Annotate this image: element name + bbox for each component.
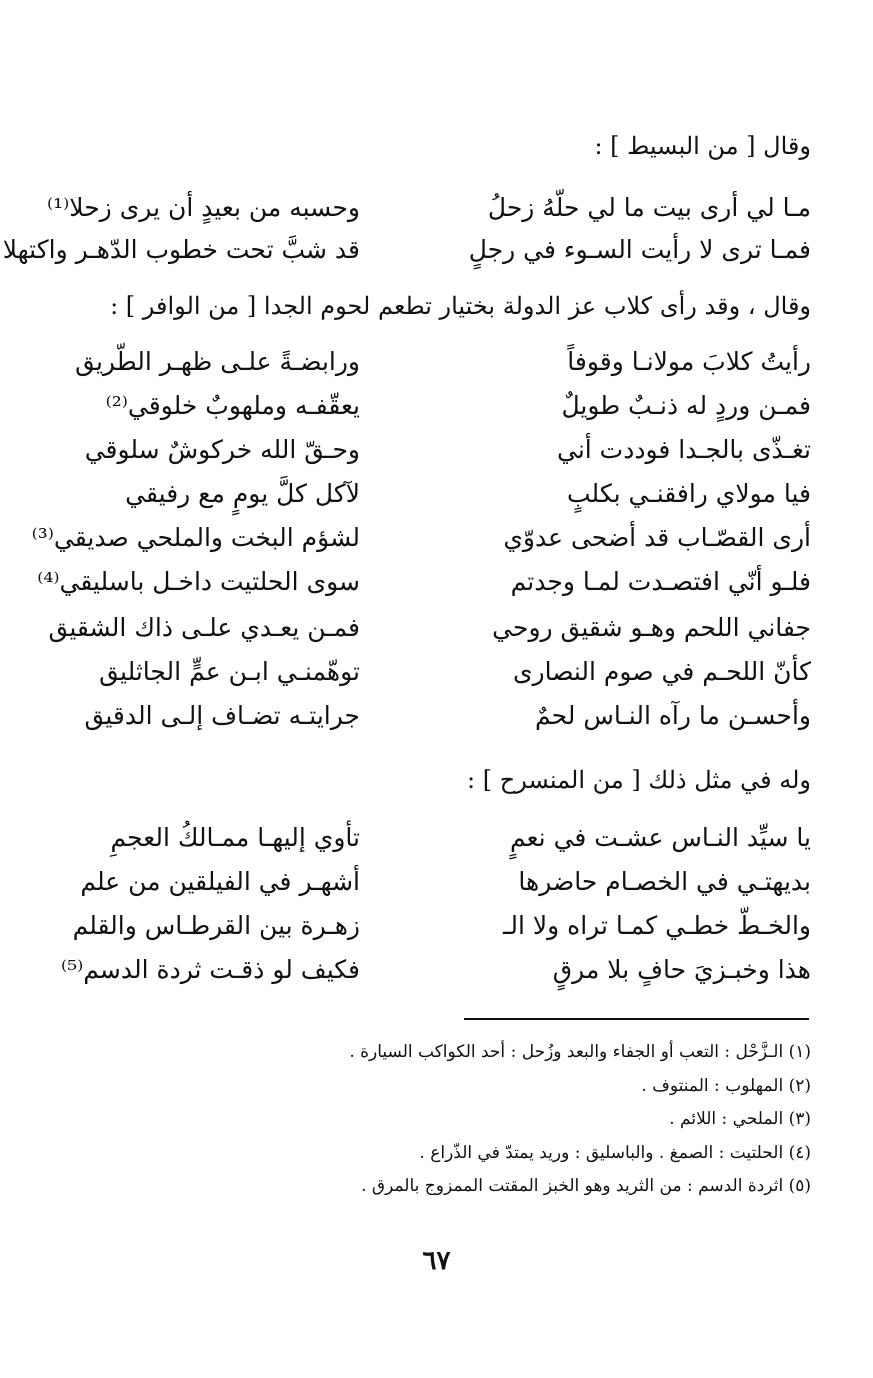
footnote-1: (١) الـزَّحْل : التعب أو الجفاء والبعد وزُحل : أحد الكواكب السيارة . (349, 1042, 811, 1062)
poem3-verse-1 (60, 816, 811, 860)
poem2-verse-3 (60, 428, 811, 472)
verse-first-hemistich: تغـذّى بالجـدا فوددت أني (556, 435, 811, 464)
footnote-3: (٣) الملحي : اللائم . (669, 1109, 811, 1129)
section-heading-3: وله في مثل ذلك [ من المنسرح ] : (467, 766, 811, 794)
poem2-verse-7 (48, 606, 811, 650)
verse-second-hemistich: أشهـر في الفيلقين من علم (80, 867, 360, 896)
verse-first-hemistich: جفاني اللحم وهـو شقيق روحي (492, 613, 811, 642)
verse-second-hemistich: قد شبَّ تحت خطوب الدّهـر واكتهلا (2, 235, 360, 264)
poem2-verse-4 (60, 472, 811, 516)
footnotes (60, 1036, 811, 1204)
verse-second-hemistich: لشؤم البخت والملحي صديقي⁽³⁾ (31, 523, 360, 552)
verse-second-hemistich: ورابضـةً علـى ظهـر الطّريق (75, 347, 360, 376)
poem1-verse-2 (2, 228, 811, 272)
poem2-verse-1 (60, 340, 811, 384)
verse-second-hemistich: جرايتـه تضـاف إلـى الدقيق (84, 701, 360, 730)
verse-first-hemistich: أرى القصّـاب قد أضحى عدوّي (503, 523, 811, 552)
verse-first-hemistich: كأنّ اللحـم في صوم النصارى (512, 657, 811, 686)
poem2-verse-2 (60, 384, 811, 428)
verse-second-hemistich: توهّمنـي ابـن عمٍّ الجاثليق (99, 657, 360, 686)
poem3-verse-4 (60, 948, 811, 992)
verse-first-hemistich: بديهتـي في الخصـام حاضرها (518, 867, 811, 896)
poem3-verse-2 (60, 860, 811, 904)
footnote-4: (٤) الحلتيت : الصمغ . والباسليق : وريد يمتدّ في الذّراع . (419, 1142, 811, 1163)
poem2-verse-6 (37, 560, 811, 604)
verse-first-hemistich: هذا وخبـزيَ حافٍ بلا مرقٍ (552, 955, 811, 984)
verse-first-hemistich: مـا لي أرى بيت ما لي حلّهُ زحلُ (487, 193, 811, 222)
verse-first-hemistich: فلـو أنّي افتصـدت لمـا وجدتم (510, 567, 811, 596)
verse-first-hemistich: يا سيِّد النـاس عشـت في نعمٍ (509, 823, 811, 852)
verse-second-hemistich: يعقّفـه وملهوبٌ خلوقي⁽²⁾ (105, 391, 360, 420)
verse-first-hemistich: رأيتُ كلابَ مولانـا وقوفاً (567, 347, 811, 376)
verse-second-hemistich: لآكل كلَّ يومٍ مع رفيقي (125, 479, 360, 508)
verse-first-hemistich: فمـا ترى لا رأيت السـوء في رجلٍ (468, 235, 811, 264)
verse-first-hemistich: فيا مولاي رافقنـي بكلبٍ (567, 479, 811, 508)
verse-first-hemistich: والخـطّ خطـي كمـا تراه ولا الـ (503, 911, 811, 940)
footnote-divider (464, 1018, 809, 1020)
poem3-verse-3 (60, 904, 811, 948)
section-heading-1: وقال [ من البسيط ] : (594, 132, 811, 160)
footnote-5: (٥) اثردة الدسم : من الثريد وهو الخبز المقتت الممزوج بالمرق . (361, 1176, 811, 1196)
page-number: ٦٧ (422, 1246, 451, 1276)
poem1-verse-1 (47, 186, 811, 230)
verse-second-hemistich: زهـرة بين القرطـاس والقلم (72, 911, 360, 940)
verse-second-hemistich: وحـقّ الله خركوشٌ سلوقي (84, 435, 360, 464)
verse-second-hemistich: فمـن يعـدي علـى ذاك الشقيق (48, 613, 360, 642)
verse-second-hemistich: وحسبه من بعيدٍ أن يرى زحلا⁽¹⁾ (47, 193, 360, 222)
verse-first-hemistich: فمـن وردٍ له ذنـبٌ طويلٌ (561, 391, 811, 420)
verse-second-hemistich: سوى الحلتيت داخـل باسليقي⁽⁴⁾ (37, 567, 360, 596)
section-heading-2: وقال ، وقد رأى كلاب عز الدولة بختيار تطعم لحوم الجدا [ من الوافر ] : (110, 292, 811, 320)
poem2-verse-9 (60, 694, 811, 738)
poem2-verse-8 (60, 650, 811, 694)
verse-first-hemistich: وأحسـن ما رآه النـاس لحمٌ (534, 701, 811, 730)
verse-second-hemistich: فكيف لو ذقـت ثردة الدسم⁽⁵⁾ (60, 955, 360, 984)
verse-second-hemistich: تأوي إليهـا ممـالكُ العجمِ (110, 823, 360, 852)
poem2-verse-5 (31, 516, 811, 560)
footnote-2: (٢) المهلوب : المنتوف . (641, 1075, 811, 1096)
